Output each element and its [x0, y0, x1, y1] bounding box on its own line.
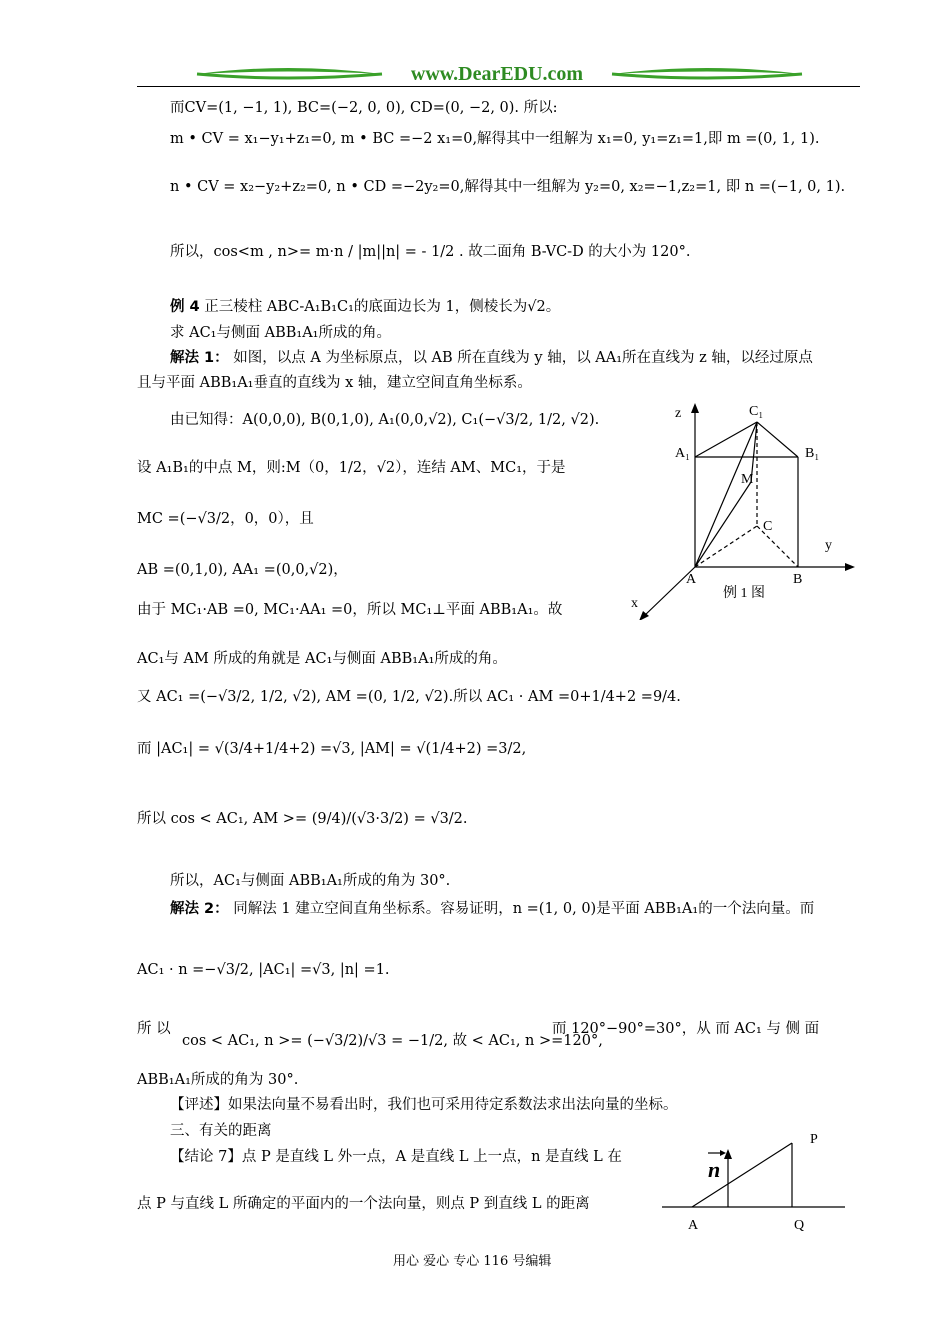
known-points: 由已知得：A(0,0,0), B(0,1,0), A₁(0,0,√2), C₁(−√3/2, 1/2, √2).: [170, 412, 600, 428]
same-angle-line: AC₁与 AM 所成的角就是 AC₁与侧面 ABB₁A₁所成的角。: [137, 651, 507, 667]
label-C: C: [763, 519, 773, 534]
midpoint-line: 设 A₁B₁的中点 M，则:M（0，1/2，√2），连结 AM、MC₁，于是: [137, 460, 566, 476]
section-heading: 三、有关的距离: [170, 1123, 272, 1139]
equation-3: 所以 cos < AC₁, AM >= (9/4)/(√3·3/2) = √3/2.: [137, 811, 468, 827]
footer: 用心 爱心 专心 116 号编辑: [393, 1254, 552, 1269]
equation-4: AC₁ · n =−√3/2, |AC₁| =√3, |n| =1.: [137, 962, 390, 978]
perpendicular-line: 由于 MC₁·AB =0, MC₁·AA₁ =0，所以 MC₁⊥平面 ABB₁A₁。故: [137, 602, 563, 618]
solution-2: [170, 902, 814, 917]
label-A: A: [688, 1218, 699, 1233]
label-Q: Q: [794, 1218, 805, 1233]
conclusion-text: 点 P 是直线 L 外一点，A 是直线 L 上一点，n 是直线 L 在: [241, 1149, 622, 1165]
conclusion-cont: 点 P 与直线 L 所确定的平面内的一个法向量，则点 P 到直线 L 的距离: [137, 1196, 590, 1212]
label-A: A: [686, 572, 697, 587]
label-P: P: [810, 1132, 818, 1147]
header-logo: [137, 60, 860, 88]
label-A1: A₁: [675, 446, 690, 461]
answer-2: ABB₁A₁所成的角为 30°.: [137, 1072, 299, 1088]
label-M: M: [741, 472, 754, 487]
solution-1-text: 如图，以点 A 为坐标原点，以 AB 所在直线为 y 轴，以 AA₁所在直线为 z 轴，以经过原点: [233, 350, 813, 366]
line-m-equations: m • CV = x₁−y₁+z₁=0, m • BC =−2 x₁=0,解得其中一组解为 x₁=0, y₁=z₁=1,即 m =(0, 1, 1).: [170, 131, 820, 147]
figure-prism: [615, 395, 860, 620]
equation-1: 又 AC₁ =(−√3/2, 1/2, √2), AM =(0, 1/2, √2).所以 AC₁ · AM =0+1/4+2 =9/4.: [137, 689, 681, 705]
line-dihedral-angle: 所以，cos<m , n>= m·n / |m||n| = - 1/2 . 故二面角 B-VC-D 的大小为 120°.: [170, 244, 691, 260]
comment-text: 如果法向量不易看出时，我们也可采用待定系数法求出法向量的坐标。: [228, 1097, 678, 1113]
header-rule: [137, 86, 860, 87]
equation-2: 而 |AC₁| = √(3/4+1/4+2) =√3, |AM| = √(1/4+2) =3/2,: [137, 741, 527, 757]
figure-distance: [660, 1125, 850, 1240]
label-B1: B₁: [805, 446, 820, 461]
question: 求 AC₁与侧面 ABB₁A₁所成的角。: [170, 325, 391, 341]
solution-2-text: 同解法 1 建立空间直角坐标系。容易证明，n =(1, 0, 0)是平面 ABB₁A₁的一个法向量。而: [233, 901, 815, 917]
comment: [170, 1098, 678, 1113]
conclusion-label: 【结论 7】: [170, 1149, 242, 1165]
equation-5-prefix: 所 以: [137, 1021, 171, 1037]
label-B: B: [793, 572, 803, 587]
solution-1: [170, 351, 813, 366]
equation-5: cos < AC₁, n >= (−√3/2)/√3 = −1/2, 故 < AC₁, n >=120°,: [182, 1033, 603, 1049]
label-x: x: [631, 596, 638, 611]
site-name: www.DearEDU.com: [410, 63, 584, 85]
solution-1-label: 解法 1：: [170, 350, 229, 366]
ab-aa-vectors: AB =(0,1,0), AA₁ =(0,0,√2)，: [137, 562, 348, 578]
equation-5-suffix: 而 120°−90°=30°，从 而 AC₁ 与 侧 面: [552, 1021, 820, 1037]
line-n-equations: n • CV = x₂−y₂+z₂=0, n • CD =−2y₂=0,解得其中一组解为 y₂=0, x₂=−1,z₂=1, 即 n =(−1, 0, 1).: [170, 179, 846, 195]
solution-1-cont: 且与平面 ABB₁A₁垂直的直线为 x 轴，建立空间直角坐标系。: [137, 375, 532, 391]
example-4-label: 例 4: [170, 299, 200, 315]
label-z: z: [675, 406, 682, 421]
example-4: [170, 300, 560, 315]
solution-2-label: 解法 2：: [170, 901, 229, 917]
line-vectors: 而CV=(1, −1, 1), BC=(−2, 0, 0), CD=(0, −2, 0). 所以:: [170, 100, 558, 116]
figure-caption: 例 1 图: [723, 586, 765, 601]
example-4-text: 正三棱柱 ABC-A₁B₁C₁的底面边长为 1，侧棱长为√2。: [204, 299, 561, 315]
conclusion-7: [170, 1150, 622, 1165]
comment-label: 【评述】: [170, 1097, 228, 1113]
label-n: n: [708, 1157, 721, 1182]
mc-vector: MC =(−√3/2，0，0），且: [137, 511, 314, 527]
answer-1: 所以，AC₁与侧面 ABB₁A₁所成的角为 30°.: [170, 873, 451, 889]
label-y: y: [825, 538, 832, 553]
label-C1: C₁: [749, 404, 764, 419]
